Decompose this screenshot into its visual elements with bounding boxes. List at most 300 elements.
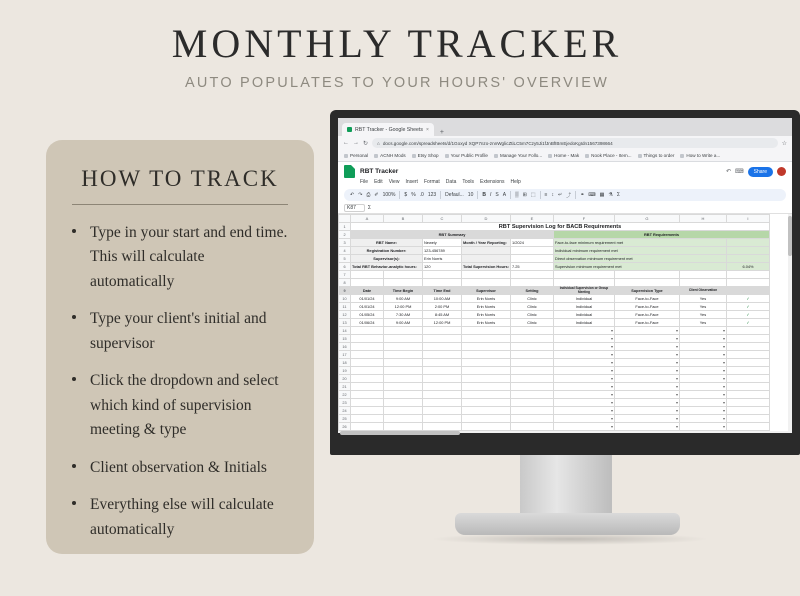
cell-supervisor[interactable] — [462, 375, 511, 383]
cell-supervisor[interactable]: Erin Norris — [462, 295, 511, 303]
table-row[interactable] — [339, 359, 770, 367]
font-size-select[interactable]: 10 — [467, 192, 474, 198]
dropdown-icon[interactable]: ▾ — [614, 407, 679, 415]
dropdown-icon[interactable]: ▾ — [553, 423, 614, 431]
cell-supervisor[interactable] — [462, 327, 511, 335]
cell-time-end[interactable] — [423, 343, 462, 351]
table-row[interactable] — [339, 383, 770, 391]
dropdown-icon[interactable]: ▾ — [553, 391, 614, 399]
functions-icon[interactable]: Σ — [616, 192, 620, 198]
cell-setting[interactable] — [510, 399, 553, 407]
cell-supervisor[interactable] — [462, 351, 511, 359]
dropdown-icon[interactable]: ▾ — [679, 407, 726, 415]
row-header[interactable]: 8 — [339, 279, 351, 287]
table-row[interactable] — [339, 303, 770, 311]
summary-value[interactable]: 120 — [423, 263, 462, 271]
cell-time-end[interactable] — [423, 335, 462, 343]
row-header[interactable]: 11 — [339, 303, 351, 311]
cell-date[interactable]: 01/06/24 — [351, 319, 384, 327]
cell-time-begin[interactable] — [384, 407, 423, 415]
undo-icon[interactable]: ↶ — [350, 192, 355, 198]
cell-supervision-type[interactable]: Face-to-Face — [614, 295, 679, 303]
borders-icon[interactable]: ⊞ — [522, 192, 527, 198]
cell-time-end[interactable] — [423, 407, 462, 415]
cell[interactable] — [726, 391, 769, 399]
strikethrough-icon[interactable]: S — [495, 192, 499, 198]
row-header[interactable]: 7 — [339, 271, 351, 279]
cell[interactable] — [726, 359, 769, 367]
cell-time-begin[interactable] — [384, 415, 423, 423]
percent-icon[interactable]: % — [411, 192, 416, 198]
table-row[interactable] — [339, 255, 770, 263]
cell-time-begin[interactable] — [384, 359, 423, 367]
cell[interactable] — [384, 279, 423, 287]
insert-comment-icon[interactable]: ⌨ — [588, 192, 596, 198]
cell[interactable] — [351, 279, 384, 287]
cell-individual-group[interactable]: Individual — [553, 319, 614, 327]
cell-time-begin[interactable] — [384, 335, 423, 343]
history-icon[interactable]: ↶ — [725, 169, 731, 175]
column-header-e[interactable]: E — [510, 215, 553, 223]
row-header[interactable]: 19 — [339, 367, 351, 375]
cell-supervision-type[interactable]: Face-to-Face — [614, 311, 679, 319]
cell-supervisor[interactable] — [462, 407, 511, 415]
cell-supervision-type[interactable]: Face-to-Face — [614, 303, 679, 311]
avatar[interactable] — [777, 167, 786, 176]
table-row[interactable] — [339, 375, 770, 383]
bookmark-star-icon[interactable]: ☆ — [781, 140, 787, 147]
cell[interactable] — [726, 407, 769, 415]
table-row[interactable] — [339, 327, 770, 335]
summary-value-2[interactable] — [510, 247, 553, 255]
dropdown-icon[interactable]: ▾ — [614, 383, 679, 391]
table-row[interactable] — [339, 423, 770, 431]
cell-date[interactable] — [351, 335, 384, 343]
cell[interactable] — [553, 271, 614, 279]
table-row[interactable] — [339, 367, 770, 375]
column-header-b[interactable]: B — [384, 215, 423, 223]
row-header[interactable]: 21 — [339, 383, 351, 391]
dropdown-icon[interactable]: ▾ — [614, 327, 679, 335]
dropdown-icon[interactable]: ▾ — [553, 399, 614, 407]
cell-date[interactable] — [351, 327, 384, 335]
menu-insert[interactable]: Insert — [405, 179, 418, 185]
horizontal-scrollbar[interactable] — [338, 431, 792, 433]
column-header-a[interactable]: A — [351, 215, 384, 223]
cell-supervisor[interactable] — [462, 383, 511, 391]
insert-link-icon[interactable]: ⚭ — [580, 192, 585, 198]
table-row[interactable] — [339, 239, 770, 247]
font-select[interactable]: Defaul... — [445, 192, 464, 198]
cell-time-end[interactable]: 8:45 AM — [423, 311, 462, 319]
summary-value[interactable]: Newely — [423, 239, 462, 247]
bookmark-item[interactable] — [374, 153, 406, 158]
summary-value-2[interactable] — [510, 255, 553, 263]
cell-setting[interactable] — [510, 423, 553, 431]
table-row[interactable] — [339, 415, 770, 423]
cell-date[interactable]: 01/01/24 — [351, 303, 384, 311]
filter-icon[interactable]: ⚗ — [608, 192, 613, 198]
row-header[interactable]: 6 — [339, 263, 351, 271]
cell-date[interactable]: 01/05/24 — [351, 311, 384, 319]
bookmark-item[interactable] — [680, 153, 720, 158]
cell-date[interactable] — [351, 375, 384, 383]
table-row[interactable] — [339, 271, 770, 279]
dropdown-icon[interactable]: ▾ — [679, 367, 726, 375]
spreadsheet-grid[interactable] — [338, 214, 792, 431]
cell[interactable] — [510, 279, 553, 287]
row-header[interactable]: 24 — [339, 407, 351, 415]
dropdown-icon[interactable]: ▾ — [679, 375, 726, 383]
cell-setting[interactable] — [510, 343, 553, 351]
cell[interactable] — [726, 415, 769, 423]
cell-date[interactable] — [351, 399, 384, 407]
cell-supervisor[interactable]: Erin Norris — [462, 303, 511, 311]
menu-help[interactable]: Help — [510, 179, 521, 185]
vertical-scrollbar[interactable] — [788, 214, 792, 431]
cell[interactable] — [462, 279, 511, 287]
cell[interactable] — [726, 271, 769, 279]
comment-icon[interactable]: ⌨ — [734, 169, 744, 175]
cell[interactable] — [510, 271, 553, 279]
cell-individual-group[interactable]: Individual — [553, 295, 614, 303]
cell-time-end[interactable] — [423, 351, 462, 359]
cell-supervisor[interactable] — [462, 335, 511, 343]
row-header[interactable]: 5 — [339, 255, 351, 263]
summary-value[interactable]: 123-456789 — [423, 247, 462, 255]
dropdown-icon[interactable]: ▾ — [553, 407, 614, 415]
cell[interactable] — [726, 383, 769, 391]
number-format-icon[interactable]: 123 — [427, 192, 437, 198]
cell-setting[interactable] — [510, 359, 553, 367]
dropdown-icon[interactable]: ▾ — [614, 359, 679, 367]
dropdown-icon[interactable]: ▾ — [679, 359, 726, 367]
cell-setting[interactable]: Clinic — [510, 311, 553, 319]
dropdown-icon[interactable]: ▾ — [553, 351, 614, 359]
cell[interactable] — [423, 271, 462, 279]
dropdown-icon[interactable]: ▾ — [679, 335, 726, 343]
dropdown-icon[interactable]: ▾ — [614, 343, 679, 351]
cell-setting[interactable] — [510, 407, 553, 415]
menu-format[interactable]: Format — [423, 179, 440, 185]
row-header[interactable]: 25 — [339, 415, 351, 423]
dropdown-icon[interactable]: ▾ — [553, 343, 614, 351]
column-header-g[interactable]: G — [614, 215, 679, 223]
row-header[interactable]: 15 — [339, 335, 351, 343]
dropdown-icon[interactable]: ▾ — [679, 415, 726, 423]
table-row[interactable] — [339, 407, 770, 415]
table-row[interactable] — [339, 295, 770, 303]
paint-format-icon[interactable]: ✐ — [374, 192, 379, 198]
close-icon[interactable]: × — [425, 126, 429, 133]
cell-time-end[interactable] — [423, 359, 462, 367]
fill-color-icon[interactable]: ▒ — [515, 192, 519, 198]
horizontal-scroll-thumb[interactable] — [340, 431, 460, 435]
cell-setting[interactable] — [510, 335, 553, 343]
bookmark-item[interactable] — [638, 153, 675, 158]
table-row[interactable] — [339, 223, 770, 231]
row-header[interactable]: 13 — [339, 319, 351, 327]
dropdown-icon[interactable]: ▾ — [679, 391, 726, 399]
cell-supervisor[interactable] — [462, 399, 511, 407]
corner-cell[interactable] — [339, 215, 351, 223]
cell-setting[interactable] — [510, 327, 553, 335]
cell[interactable] — [726, 351, 769, 359]
cell-time-end[interactable]: 2:00 PM — [423, 303, 462, 311]
text-color-icon[interactable]: A — [502, 192, 507, 198]
row-header[interactable]: 3 — [339, 239, 351, 247]
table-row[interactable] — [339, 279, 770, 287]
column-header-f[interactable]: F — [553, 215, 614, 223]
cell-setting[interactable]: Clinic — [510, 303, 553, 311]
cell-supervisor[interactable] — [462, 415, 511, 423]
cell-time-begin[interactable] — [384, 351, 423, 359]
bold-icon[interactable]: B — [482, 192, 486, 198]
dropdown-icon[interactable]: ▾ — [553, 359, 614, 367]
text-rotate-icon[interactable]: ⤴ — [566, 192, 572, 199]
cell-time-end[interactable] — [423, 399, 462, 407]
cell[interactable] — [726, 343, 769, 351]
new-tab-button[interactable]: + — [439, 129, 444, 136]
cell-supervisor[interactable] — [462, 423, 511, 431]
cell-setting[interactable] — [510, 383, 553, 391]
bookmark-item[interactable] — [494, 153, 542, 158]
cell-setting[interactable] — [510, 391, 553, 399]
menu-data[interactable]: Data — [445, 179, 457, 185]
cell-time-begin[interactable] — [384, 375, 423, 383]
cell-client-observation[interactable]: Yes — [679, 319, 726, 327]
table-row[interactable] — [339, 319, 770, 327]
dropdown-icon[interactable]: ▾ — [614, 399, 679, 407]
menu-extensions[interactable]: Extensions — [480, 179, 505, 185]
cell-time-begin[interactable]: 12:00 PM — [384, 303, 423, 311]
cell[interactable] — [351, 271, 384, 279]
print-icon[interactable]: ⎙ — [366, 192, 371, 198]
table-row[interactable] — [339, 343, 770, 351]
cell-time-end[interactable]: 12:00 PM — [423, 319, 462, 327]
cell[interactable] — [726, 423, 769, 431]
cell-date[interactable] — [351, 367, 384, 375]
bookmark-item[interactable] — [445, 153, 488, 158]
column-header-h[interactable]: H — [679, 215, 726, 223]
document-title[interactable]: RBT Tracker — [360, 168, 399, 175]
cell-time-begin[interactable] — [384, 343, 423, 351]
dropdown-icon[interactable]: ▾ — [614, 335, 679, 343]
cell-time-begin[interactable] — [384, 327, 423, 335]
row-header[interactable]: 23 — [339, 399, 351, 407]
table-row[interactable] — [339, 311, 770, 319]
cell-setting[interactable]: Clinic — [510, 319, 553, 327]
row-header[interactable]: 14 — [339, 327, 351, 335]
column-header-i[interactable]: I — [726, 215, 769, 223]
cell-setting[interactable] — [510, 375, 553, 383]
merge-cells-icon[interactable]: ⬚ — [530, 192, 536, 198]
cell-time-end[interactable]: 10:00 AM — [423, 295, 462, 303]
cell[interactable] — [726, 279, 769, 287]
summary-value-2[interactable]: 1/2024 — [510, 239, 553, 247]
dropdown-icon[interactable]: ▾ — [614, 351, 679, 359]
address-input[interactable] — [372, 138, 778, 148]
cell[interactable] — [614, 271, 679, 279]
cell-client-observation[interactable]: Yes — [679, 303, 726, 311]
dropdown-icon[interactable]: ▾ — [553, 367, 614, 375]
cell[interactable] — [423, 279, 462, 287]
row-header[interactable]: 12 — [339, 311, 351, 319]
menu-view[interactable]: View — [388, 179, 400, 185]
table-row[interactable] — [339, 399, 770, 407]
bookmark-item[interactable] — [412, 153, 439, 158]
dropdown-icon[interactable]: ▾ — [553, 335, 614, 343]
cell-time-end[interactable] — [423, 423, 462, 431]
bookmark-item[interactable] — [585, 153, 631, 158]
column-header-d[interactable]: D — [462, 215, 511, 223]
cell-time-begin[interactable] — [384, 383, 423, 391]
cell-time-end[interactable] — [423, 327, 462, 335]
row-header[interactable]: 22 — [339, 391, 351, 399]
summary-value-2[interactable]: 7.25 — [510, 263, 553, 271]
cell-date[interactable] — [351, 343, 384, 351]
dropdown-icon[interactable]: ▾ — [614, 423, 679, 431]
cell-date[interactable] — [351, 415, 384, 423]
cell-time-begin[interactable] — [384, 423, 423, 431]
cell-client-observation[interactable]: Yes — [679, 311, 726, 319]
cell-time-end[interactable] — [423, 391, 462, 399]
cell-supervisor[interactable]: Erin Norris — [462, 311, 511, 319]
row-header[interactable]: 2 — [339, 231, 351, 239]
cell-individual-group[interactable]: Individual — [553, 311, 614, 319]
cell-setting[interactable] — [510, 351, 553, 359]
row-header[interactable]: 9 — [339, 287, 351, 295]
row-header[interactable]: 18 — [339, 359, 351, 367]
cell-date[interactable] — [351, 359, 384, 367]
dropdown-icon[interactable]: ▾ — [614, 367, 679, 375]
cell-setting[interactable]: Clinic — [510, 295, 553, 303]
cell[interactable] — [726, 399, 769, 407]
cell-supervisor[interactable] — [462, 391, 511, 399]
cell[interactable] — [679, 271, 726, 279]
name-box[interactable]: K87 — [344, 204, 365, 212]
dropdown-icon[interactable]: ▾ — [614, 415, 679, 423]
vertical-scroll-thumb[interactable] — [788, 216, 792, 256]
cell-date[interactable] — [351, 351, 384, 359]
dropdown-icon[interactable]: ▾ — [614, 375, 679, 383]
cell-date[interactable] — [351, 383, 384, 391]
table-row[interactable] — [339, 391, 770, 399]
cell-individual-group[interactable]: Individual — [553, 303, 614, 311]
cell-time-end[interactable] — [423, 367, 462, 375]
summary-value[interactable]: Erin Norris — [423, 255, 462, 263]
insert-chart-icon[interactable]: ▦ — [599, 192, 605, 198]
dropdown-icon[interactable]: ▾ — [553, 415, 614, 423]
cell[interactable] — [614, 279, 679, 287]
cell-time-begin[interactable]: 9:00 AM — [384, 319, 423, 327]
cell-supervisor[interactable]: Erin Norris — [462, 319, 511, 327]
cell-setting[interactable] — [510, 367, 553, 375]
dropdown-icon[interactable]: ▾ — [679, 343, 726, 351]
browser-tab[interactable] — [342, 123, 434, 136]
cell-time-begin[interactable]: 9:00 AM — [384, 295, 423, 303]
cell-date[interactable] — [351, 407, 384, 415]
italic-icon[interactable]: I — [489, 192, 492, 198]
align-icon[interactable]: ≡ — [544, 192, 548, 198]
cell-date[interactable]: 01/01/24 — [351, 295, 384, 303]
reload-icon[interactable]: ↻ — [363, 140, 369, 147]
cell-time-begin[interactable] — [384, 391, 423, 399]
row-header[interactable]: 10 — [339, 295, 351, 303]
row-header[interactable]: 26 — [339, 423, 351, 431]
dropdown-icon[interactable]: ▾ — [553, 383, 614, 391]
row-header[interactable]: 16 — [339, 343, 351, 351]
row-header[interactable]: 4 — [339, 247, 351, 255]
cell-time-end[interactable] — [423, 383, 462, 391]
sheet-table[interactable] — [338, 214, 770, 431]
table-row[interactable] — [339, 335, 770, 343]
menu-edit[interactable]: Edit — [374, 179, 383, 185]
cell[interactable] — [726, 335, 769, 343]
row-header[interactable]: 1 — [339, 223, 351, 231]
dropdown-icon[interactable]: ▾ — [679, 423, 726, 431]
cell[interactable] — [384, 271, 423, 279]
dropdown-icon[interactable]: ▾ — [553, 327, 614, 335]
cell-time-begin[interactable] — [384, 399, 423, 407]
cell-date[interactable] — [351, 391, 384, 399]
cell-date[interactable] — [351, 423, 384, 431]
menu-tools[interactable]: Tools — [462, 179, 475, 185]
column-header-c[interactable]: C — [423, 215, 462, 223]
text-wrap-icon[interactable]: ↵ — [557, 192, 563, 198]
menu-file[interactable]: File — [360, 179, 369, 185]
cell[interactable] — [726, 367, 769, 375]
cell-time-begin[interactable]: 7:30 AM — [384, 311, 423, 319]
row-header[interactable]: 20 — [339, 375, 351, 383]
cell[interactable] — [726, 327, 769, 335]
cell-supervisor[interactable] — [462, 343, 511, 351]
dropdown-icon[interactable]: ▾ — [679, 383, 726, 391]
dropdown-icon[interactable]: ▾ — [679, 399, 726, 407]
vertical-align-icon[interactable]: ↕ — [551, 192, 554, 198]
table-row[interactable] — [339, 247, 770, 255]
table-row[interactable] — [339, 231, 770, 239]
zoom-select[interactable]: 100% — [382, 192, 396, 198]
cell-time-end[interactable] — [423, 375, 462, 383]
bookmark-item[interactable] — [548, 153, 579, 158]
dropdown-icon[interactable]: ▾ — [679, 351, 726, 359]
redo-icon[interactable]: ↷ — [358, 192, 363, 198]
cell-client-observation[interactable]: Yes — [679, 295, 726, 303]
cell-supervisor[interactable] — [462, 367, 511, 375]
cell-supervisor[interactable] — [462, 359, 511, 367]
cell-supervision-type[interactable]: Face-to-Face — [614, 319, 679, 327]
table-row[interactable] — [339, 263, 770, 271]
decimal-icon[interactable]: .0 — [419, 192, 424, 198]
dropdown-icon[interactable]: ▾ — [553, 375, 614, 383]
cell-time-end[interactable] — [423, 415, 462, 423]
table-row[interactable] — [339, 351, 770, 359]
share-button[interactable]: Share — [748, 167, 773, 177]
back-icon[interactable]: ← — [343, 140, 349, 146]
cell[interactable] — [462, 271, 511, 279]
dropdown-icon[interactable]: ▾ — [614, 391, 679, 399]
cell-time-begin[interactable] — [384, 367, 423, 375]
currency-icon[interactable]: $ — [404, 192, 408, 198]
row-header[interactable]: 17 — [339, 351, 351, 359]
cell[interactable] — [679, 279, 726, 287]
bookmark-item[interactable] — [344, 153, 368, 158]
cell[interactable] — [726, 375, 769, 383]
cell-setting[interactable] — [510, 415, 553, 423]
forward-icon[interactable]: → — [353, 140, 359, 146]
dropdown-icon[interactable]: ▾ — [679, 327, 726, 335]
